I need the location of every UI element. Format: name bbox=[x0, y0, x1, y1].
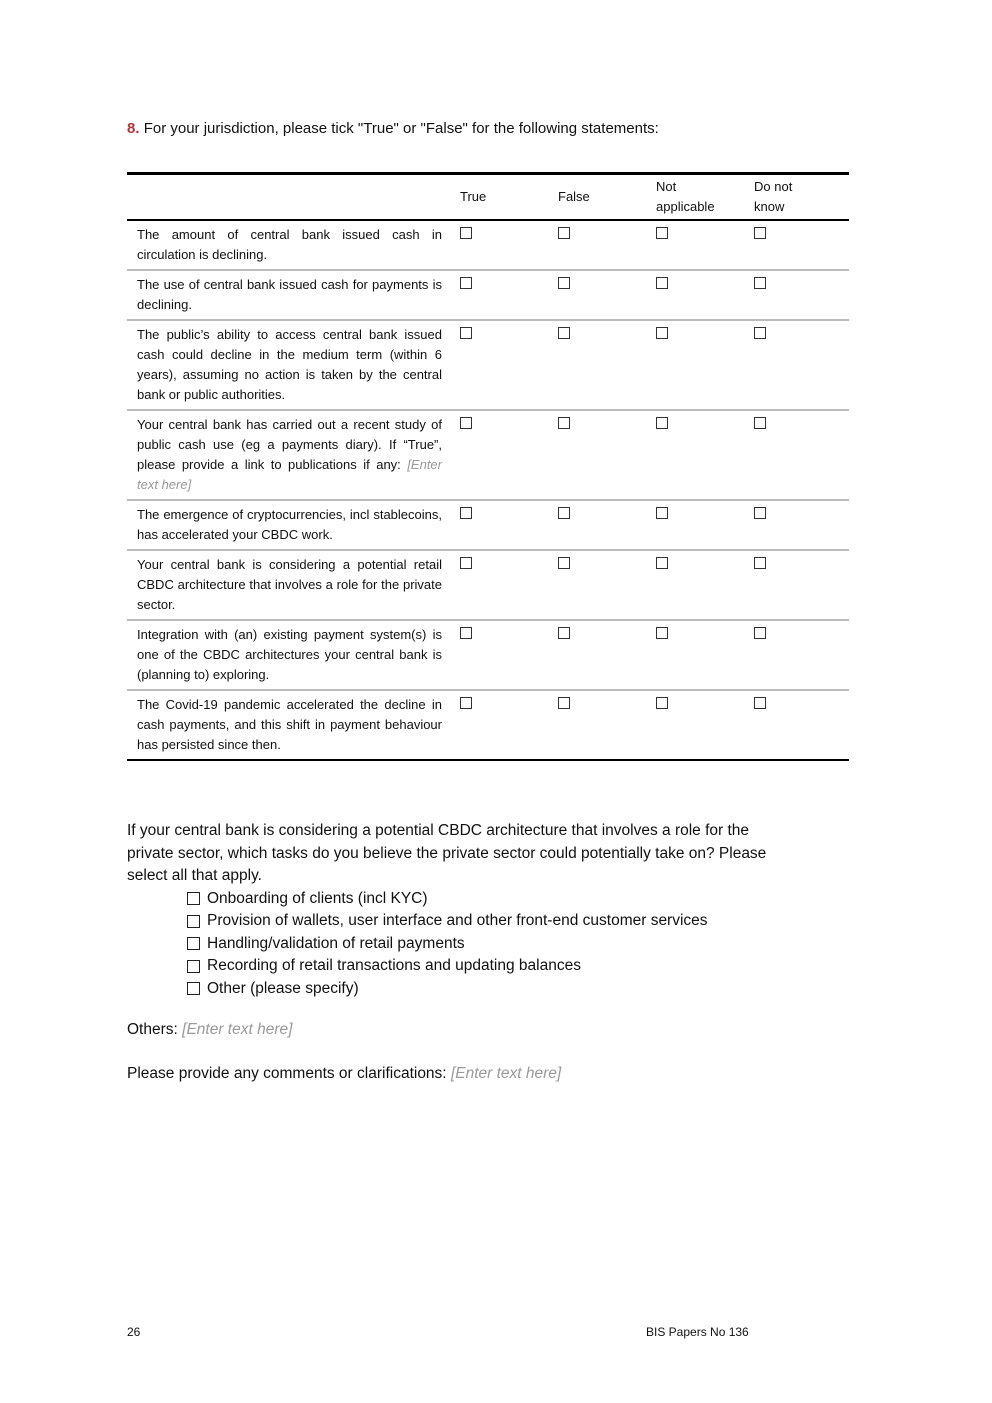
checkbox-true[interactable] bbox=[460, 557, 472, 569]
checkbox-true[interactable] bbox=[460, 697, 472, 709]
task-option-label: Onboarding of clients (incl KYC) bbox=[207, 889, 428, 907]
table-row bbox=[127, 620, 849, 690]
checkbox-icon[interactable] bbox=[187, 915, 200, 928]
publication-link-input[interactable]: [Enter text here] bbox=[137, 457, 442, 492]
cell-false bbox=[554, 550, 652, 620]
statement-text bbox=[127, 690, 456, 760]
checkbox-do-not-know[interactable] bbox=[754, 327, 766, 339]
cell-false bbox=[554, 690, 652, 760]
others-label: Others: bbox=[127, 1021, 178, 1038]
checkbox-icon[interactable] bbox=[187, 937, 200, 950]
checkbox-true[interactable] bbox=[460, 627, 472, 639]
header-true: True bbox=[460, 189, 487, 204]
task-option-label: Recording of retail transactions and updating balances bbox=[207, 957, 581, 974]
cell-true bbox=[456, 270, 554, 320]
cell-do-not-know bbox=[750, 550, 849, 620]
checkbox-true[interactable] bbox=[460, 277, 472, 289]
cell-do-not-know bbox=[750, 410, 849, 500]
checkbox-true[interactable] bbox=[460, 327, 472, 339]
cell-false bbox=[554, 320, 652, 410]
cell-not-applicable bbox=[652, 500, 750, 550]
cell-do-not-know bbox=[750, 220, 849, 270]
comments-label: Please provide any comments or clarifications: bbox=[127, 1065, 447, 1082]
statement-label: The use of central bank issued cash for payments is declining. bbox=[137, 277, 442, 312]
page-number: 26 bbox=[127, 1325, 141, 1339]
cell-not-applicable bbox=[652, 220, 750, 270]
followup-text: If your central bank is considering a potential CBDC architecture that involves a role for the private sector, which tasks do you believe the private sector could potentially take on? Please select all that apply. bbox=[127, 822, 767, 884]
statements-table bbox=[127, 172, 849, 761]
cell-not-applicable bbox=[652, 550, 750, 620]
checkbox-true[interactable] bbox=[460, 227, 472, 239]
task-option-label: Other (please specify) bbox=[207, 979, 359, 997]
checkbox-icon[interactable] bbox=[187, 982, 200, 995]
checkbox-false[interactable] bbox=[558, 277, 570, 289]
cell-false bbox=[554, 620, 652, 690]
statement-label: The public’s ability to access central bank issued cash could decline in the medium term (within 6 years), assuming no action is taken by the central bank or public authorities. bbox=[137, 327, 442, 402]
statement-text bbox=[127, 410, 456, 500]
task-option[interactable] bbox=[187, 955, 767, 978]
cell-true bbox=[456, 500, 554, 550]
cell-do-not-know bbox=[750, 270, 849, 320]
header-statement bbox=[127, 174, 456, 221]
cell-false bbox=[554, 500, 652, 550]
private-sector-question bbox=[127, 820, 767, 1000]
checkbox-not-applicable[interactable] bbox=[656, 327, 668, 339]
checkbox-false[interactable] bbox=[558, 227, 570, 239]
cell-false bbox=[554, 270, 652, 320]
table-row bbox=[127, 500, 849, 550]
cell-do-not-know bbox=[750, 320, 849, 410]
checkbox-not-applicable[interactable] bbox=[656, 627, 668, 639]
cell-true bbox=[456, 220, 554, 270]
statement-text bbox=[127, 270, 456, 320]
table-row bbox=[127, 270, 849, 320]
task-option[interactable] bbox=[187, 888, 767, 911]
cell-true bbox=[456, 620, 554, 690]
question-number: 8. bbox=[127, 120, 140, 137]
cell-do-not-know bbox=[750, 620, 849, 690]
checkbox-not-applicable[interactable] bbox=[656, 227, 668, 239]
checkbox-not-applicable[interactable] bbox=[656, 697, 668, 709]
question-text: For your jurisdiction, please tick "True" or "False" for the following statements: bbox=[143, 120, 659, 137]
statement-text bbox=[127, 550, 456, 620]
statement-label: The emergence of cryptocurrencies, incl stablecoins, has accelerated your CBDC work. bbox=[137, 507, 442, 542]
checkbox-false[interactable] bbox=[558, 557, 570, 569]
checkbox-do-not-know[interactable] bbox=[754, 417, 766, 429]
checkbox-false[interactable] bbox=[558, 697, 570, 709]
checkbox-do-not-know[interactable] bbox=[754, 627, 766, 639]
checkbox-false[interactable] bbox=[558, 507, 570, 519]
question-heading bbox=[127, 120, 659, 137]
checkbox-not-applicable[interactable] bbox=[656, 507, 668, 519]
statement-text bbox=[127, 620, 456, 690]
cell-do-not-know bbox=[750, 500, 849, 550]
statement-label: Integration with (an) existing payment system(s) is one of the CBDC architectures your central bank is (planning to) exploring. bbox=[137, 627, 442, 682]
checkbox-true[interactable] bbox=[460, 507, 472, 519]
others-line bbox=[127, 1021, 292, 1039]
checkbox-do-not-know[interactable] bbox=[754, 227, 766, 239]
cell-not-applicable bbox=[652, 690, 750, 760]
cell-not-applicable bbox=[652, 620, 750, 690]
statement-label: The Covid-19 pandemic accelerated the decline in cash payments, and this shift in payment behaviour has persisted since then. bbox=[137, 697, 442, 752]
cell-not-applicable bbox=[652, 320, 750, 410]
cell-true bbox=[456, 410, 554, 500]
table-row bbox=[127, 220, 849, 270]
table-row bbox=[127, 410, 849, 500]
task-option[interactable] bbox=[187, 978, 767, 1001]
others-input[interactable]: [Enter text here] bbox=[182, 1021, 293, 1038]
checkbox-do-not-know[interactable] bbox=[754, 697, 766, 709]
checkbox-do-not-know[interactable] bbox=[754, 507, 766, 519]
cell-true bbox=[456, 550, 554, 620]
header-false: False bbox=[558, 189, 590, 204]
checkbox-not-applicable[interactable] bbox=[656, 277, 668, 289]
task-option-label: Provision of wallets, user interface and other front-end customer services bbox=[207, 912, 708, 929]
cell-true bbox=[456, 320, 554, 410]
checkbox-do-not-know[interactable] bbox=[754, 557, 766, 569]
cell-not-applicable bbox=[652, 410, 750, 500]
cell-not-applicable bbox=[652, 270, 750, 320]
checkbox-icon[interactable] bbox=[187, 892, 200, 905]
table-row bbox=[127, 320, 849, 410]
checkbox-icon[interactable] bbox=[187, 960, 200, 973]
statement-label: The amount of central bank issued cash in circulation is declining. bbox=[137, 227, 442, 262]
publication-name: BIS Papers No 136 bbox=[646, 1325, 749, 1339]
checkbox-not-applicable[interactable] bbox=[656, 417, 668, 429]
statement-text bbox=[127, 220, 456, 270]
checkbox-false[interactable] bbox=[558, 627, 570, 639]
comments-line bbox=[127, 1065, 561, 1083]
header-not-applicable: Not applicable bbox=[656, 179, 715, 214]
checkbox-true[interactable] bbox=[460, 417, 472, 429]
cell-false bbox=[554, 220, 652, 270]
header-do-not-know: Do not know bbox=[754, 179, 793, 214]
task-option[interactable] bbox=[187, 933, 767, 956]
checkbox-not-applicable[interactable] bbox=[656, 557, 668, 569]
cell-false bbox=[554, 410, 652, 500]
checkbox-false[interactable] bbox=[558, 417, 570, 429]
statement-label: Your central bank is considering a potential retail CBDC architecture that involves a role for the private sector. bbox=[137, 557, 442, 612]
statement-text bbox=[127, 500, 456, 550]
table-header-row bbox=[127, 174, 849, 221]
task-option[interactable] bbox=[187, 910, 767, 933]
checkbox-do-not-know[interactable] bbox=[754, 277, 766, 289]
statement-label: Your central bank has carried out a recent study of public cash use (eg a payments diary). If “True”, please provide a link to publications if any: bbox=[137, 417, 442, 472]
checkbox-false[interactable] bbox=[558, 327, 570, 339]
table-row bbox=[127, 550, 849, 620]
cell-do-not-know bbox=[750, 690, 849, 760]
comments-input[interactable]: [Enter text here] bbox=[450, 1065, 562, 1082]
table-row bbox=[127, 690, 849, 760]
statement-text bbox=[127, 320, 456, 410]
task-option-label: Handling/validation of retail payments bbox=[207, 934, 465, 952]
cell-true bbox=[456, 690, 554, 760]
